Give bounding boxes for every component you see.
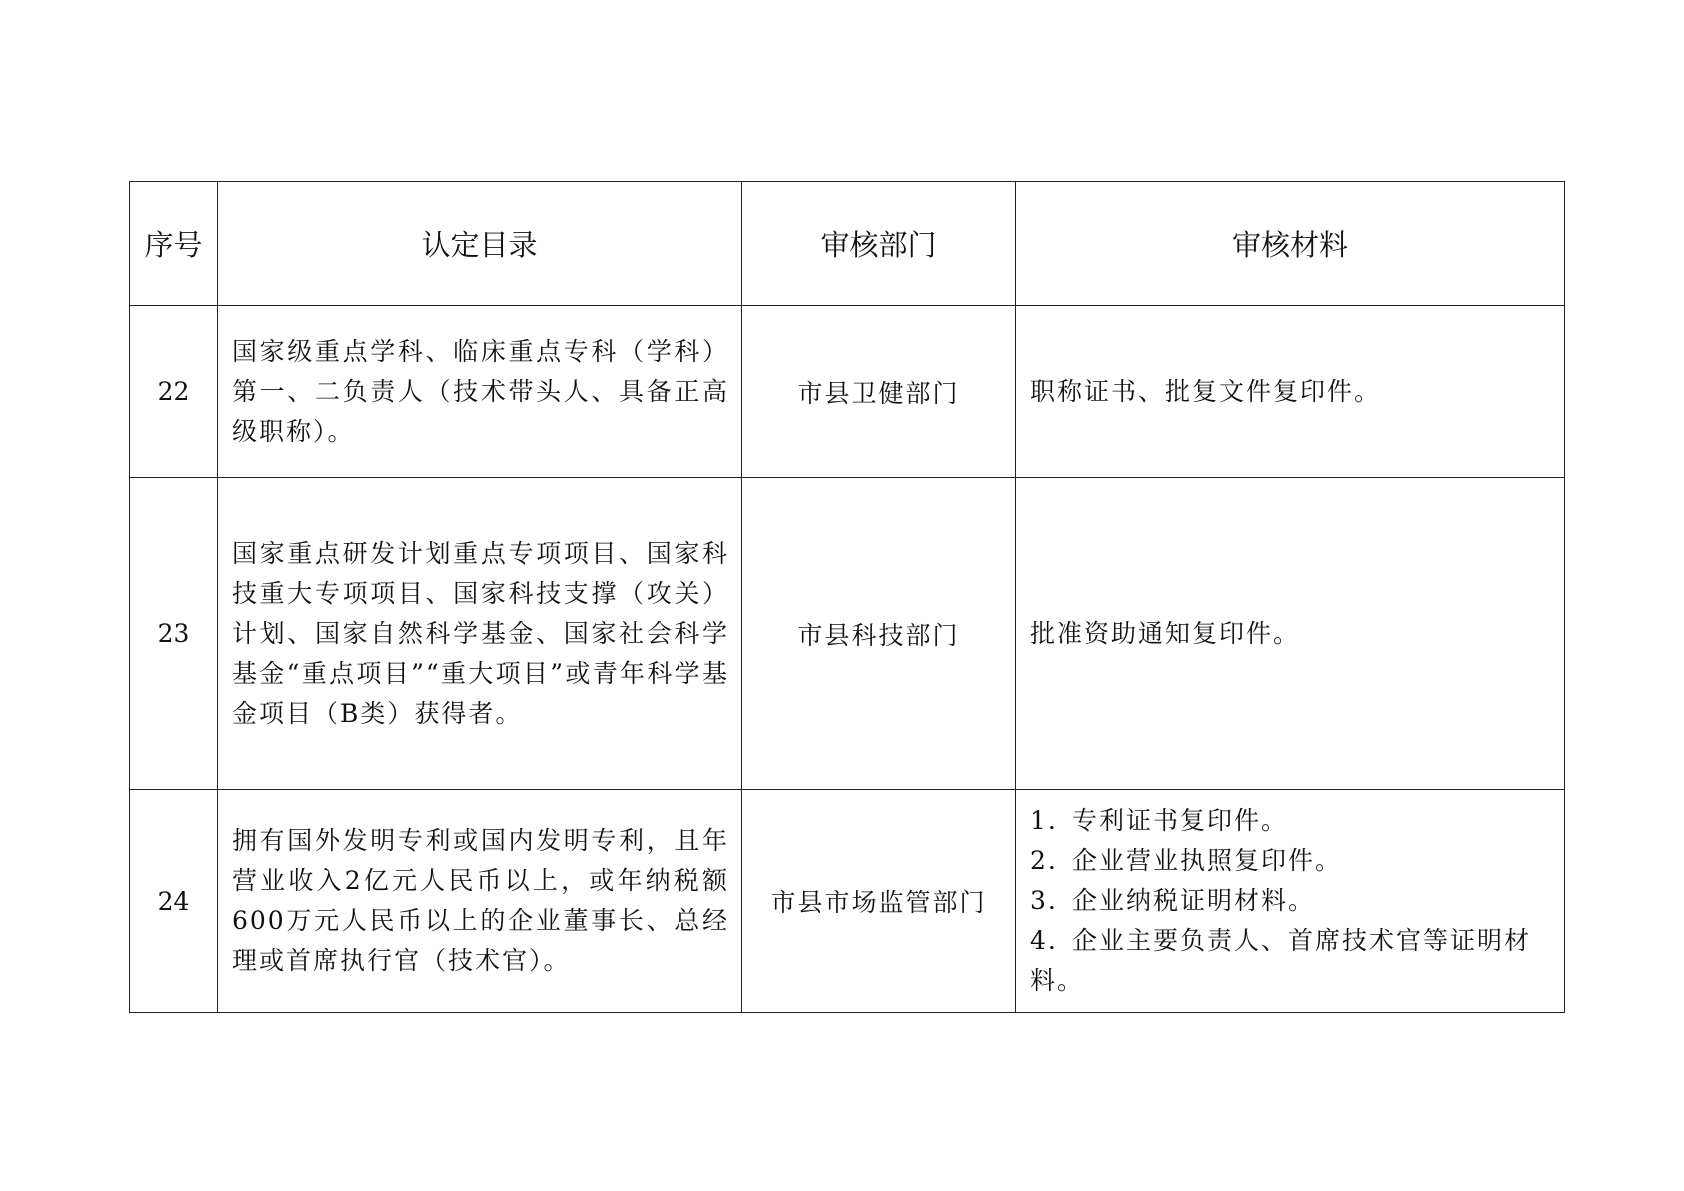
row-review-department: 市县科技部门	[742, 478, 1016, 790]
row-review-materials	[1016, 306, 1565, 478]
material-line	[1030, 921, 1552, 1001]
material-text: 专利证书复印件。	[1072, 806, 1289, 835]
table-row	[130, 790, 1565, 1013]
row-catalog-text: 国家级重点学科、临床重点专科（学科）第一、二负责人（技术带头人、具备正高级职称）。	[232, 336, 729, 446]
row-catalog-cell	[218, 478, 742, 790]
material-line: 职称证书、批复文件复印件。	[1030, 376, 1382, 406]
material-number: 1.	[1030, 806, 1058, 835]
header-review-materials: 审核材料	[1016, 182, 1565, 306]
row-catalog-cell	[218, 306, 742, 478]
row-catalog-cell	[218, 790, 742, 1013]
material-number: 2.	[1030, 846, 1058, 875]
material-number: 3.	[1030, 886, 1058, 915]
material-line	[1030, 881, 1552, 921]
row-serial-number: 22	[130, 306, 218, 478]
table-header-row	[130, 182, 1565, 306]
row-review-materials	[1016, 478, 1565, 790]
row-catalog-text: 拥有国外发明专利或国内发明专利，且年营业收入2亿元人民币以上，或年纳税额600万元人民币以上的企业董事长、总经理或首席执行官（技术官）。	[232, 826, 729, 975]
row-review-department: 市县卫健部门	[742, 306, 1016, 478]
material-text: 企业主要负责人、首席技术官等证明材料。	[1030, 926, 1532, 995]
material-line	[1030, 841, 1552, 881]
header-review-department: 审核部门	[742, 182, 1016, 306]
row-serial-number: 23	[130, 478, 218, 790]
row-review-materials	[1016, 790, 1565, 1013]
table-row	[130, 478, 1565, 790]
approval-table	[129, 181, 1565, 1013]
header-catalog: 认定目录	[218, 182, 742, 306]
material-line: 批准资助通知复印件。	[1030, 618, 1301, 648]
material-number: 4.	[1030, 926, 1058, 955]
material-line	[1030, 801, 1552, 841]
row-catalog-text: 国家重点研发计划重点专项项目、国家科技重大专项项目、国家科技支撑（攻关）计划、国家自然科学基金、国家社会科学基金“重点项目”“重大项目”或青年科学基金项目（B类）获得者。	[232, 538, 729, 728]
material-text: 企业营业执照复印件。	[1072, 846, 1343, 875]
table-row	[130, 306, 1565, 478]
material-text: 企业纳税证明材料。	[1072, 886, 1316, 915]
row-review-department: 市县市场监管部门	[742, 790, 1016, 1013]
header-serial-number: 序号	[130, 182, 218, 306]
row-serial-number: 24	[130, 790, 218, 1013]
